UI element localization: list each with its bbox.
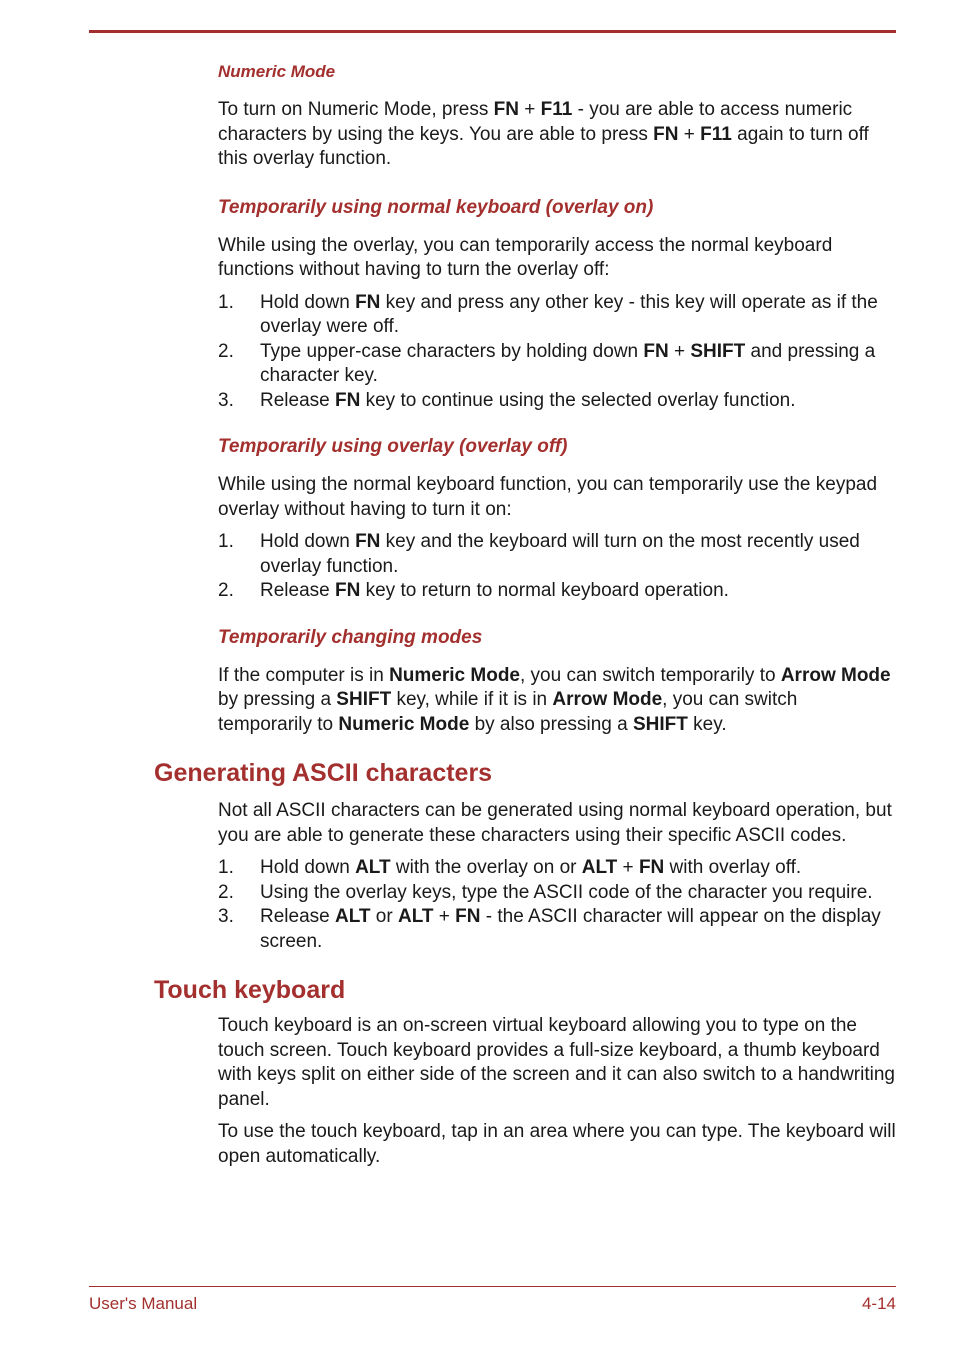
list-item-number: 3.	[218, 389, 234, 411]
bold-key-text: ALT	[397, 906, 434, 927]
footer-page-number: 4-14	[861, 1294, 896, 1313]
changing-modes-paragraph: If the computer is in Numeric Mode, you can switch temporarily to Arrow Mode by pressing a SHIFT key, while if it is in Arrow Mode, you can switch temporarily to Numeric Mode by also pressing a SHIFT key.	[218, 664, 891, 735]
overlay-off-steps	[218, 530, 896, 604]
heading-changing-modes: Temporarily changing modes	[218, 626, 483, 648]
heading-overlay-off: Temporarily using overlay (overlay off)	[218, 436, 568, 457]
overlay-on-intro: While using the overlay, you can temporarily access the normal keyboard functions without having to turn the overlay off:	[218, 234, 833, 280]
heading-overlay-on: Temporarily using normal keyboard (overlay on)	[218, 196, 654, 218]
list-item: 2. Release FN key to return to normal keyboard operation.	[218, 579, 896, 604]
bold-key-text: FN	[335, 580, 361, 601]
page-content	[154, 60, 896, 1169]
bold-key-text: FN	[455, 906, 481, 927]
bold-key-text: ALT	[355, 857, 391, 878]
list-item-number: 1.	[218, 291, 234, 313]
ascii-steps	[218, 856, 896, 954]
bold-key-text: SHIFT	[336, 689, 392, 710]
touch-paragraph-1: Touch keyboard is an on-screen virtual keyboard allowing you to type on the touch screen. Touch keyboard provides a full-size keyboard, a thumb keyboard with keys split on either side of the screen and it can also switch to a handwriting panel.	[218, 1015, 895, 1110]
bold-key-text: FN	[493, 99, 519, 120]
numeric-mode-paragraph: To turn on Numeric Mode, press FN + F11 - you are able to access numeric characters by using the keys. You are able to press FN + F11 again to turn off this overlay function.	[218, 99, 869, 169]
list-item: 3. Release FN key to continue using the selected overlay function.	[218, 389, 896, 414]
bold-key-text: F11	[700, 123, 732, 145]
heading-numeric-mode: Numeric Mode	[218, 62, 336, 81]
list-item-number: 1.	[218, 857, 234, 878]
bold-key-text: SHIFT	[690, 340, 746, 362]
bold-key-text: SHIFT	[633, 713, 688, 735]
bold-key-text: ALT	[581, 857, 618, 878]
list-item-number: 1.	[218, 531, 234, 552]
bold-key-text: FN	[638, 857, 665, 878]
header-rule	[89, 30, 896, 33]
footer-manual-title: User's Manual	[89, 1294, 198, 1313]
overlay-on-steps	[218, 291, 896, 414]
bold-key-text: FN	[355, 291, 381, 313]
bold-key-text: F11	[540, 99, 573, 120]
bold-key-text: FN	[643, 340, 669, 362]
touch-paragraph-2: To use the touch keyboard, tap in an area where you can type. The keyboard will open automatically.	[218, 1121, 896, 1167]
bold-key-text: FN	[653, 123, 679, 145]
list-item: 1. Hold down FN key and the keyboard will turn on the most recently used overlay function.	[218, 531, 860, 577]
list-item-number: 3.	[218, 906, 234, 927]
bold-key-text: Numeric Mode	[389, 664, 520, 686]
ascii-intro: Not all ASCII characters can be generated using normal keyboard operation, but you are able to generate these characters using their specific ASCII codes.	[218, 800, 892, 846]
list-item: 2. Type upper-case characters by holding down FN + SHIFT and pressing a character key.	[218, 340, 876, 386]
overlay-off-intro: While using the normal keyboard function, you can temporarily use the keypad overlay without having to turn it on:	[218, 474, 878, 520]
bold-key-text: FN	[335, 389, 361, 411]
list-item-number: 2.	[218, 881, 234, 903]
list-item: 1. Hold down FN key and press any other key - this key will operate as if the overlay were off.	[218, 291, 878, 337]
list-item: 2. Using the overlay keys, type the ASCII code of the character you require.	[218, 881, 896, 906]
list-item: 1. Hold down ALT with the overlay on or ALT + FN with overlay off.	[218, 856, 896, 881]
bold-key-text: Numeric Mode	[338, 713, 470, 735]
bold-key-text: Arrow Mode	[552, 689, 663, 710]
list-item-number: 2.	[218, 580, 234, 601]
bold-key-text: Arrow Mode	[780, 664, 891, 686]
bold-key-text: ALT	[335, 906, 371, 927]
heading-touch-keyboard: Touch keyboard	[154, 976, 346, 1004]
bold-key-text: FN	[355, 531, 381, 552]
list-item: 3. Release ALT or ALT + FN - the ASCII character will appear on the display screen.	[218, 906, 881, 952]
list-item-number: 2.	[218, 340, 234, 362]
footer-rule	[89, 1286, 896, 1287]
heading-ascii: Generating ASCII characters	[154, 759, 493, 787]
